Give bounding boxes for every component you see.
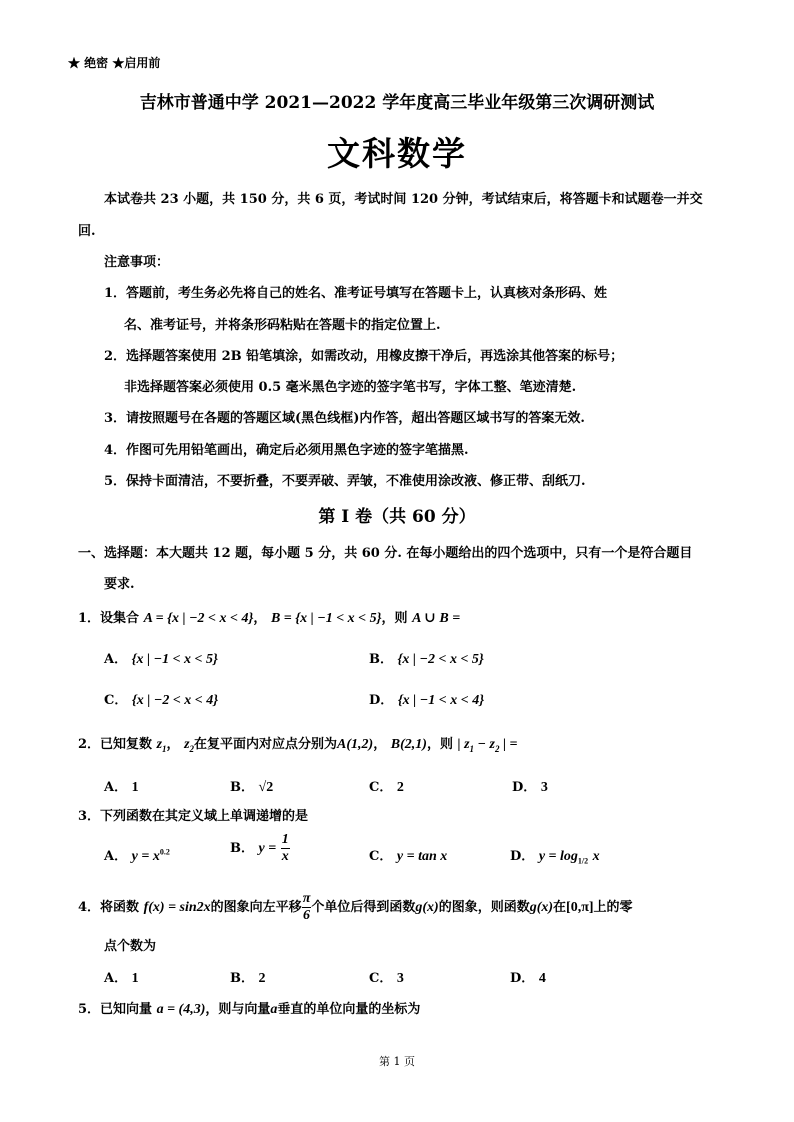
note-item: 1．答题前，考生务必先将自己的姓名、准考证号填写在答题卡上，认真核对条形码、姓	[104, 286, 608, 301]
section-title: 第 I 卷（共 60 分）	[318, 507, 476, 527]
confidential-label: ★ 绝密 ★启用前	[68, 56, 161, 70]
question-4-option-b: B． 2	[230, 971, 266, 986]
section-instruction-line-1: 一、选择题：本大题共 12 题，每小题 5 分，共 60 分. 在每小题给出的四个选项中，只有一个是符合题目	[78, 546, 693, 561]
subject-title: 文科数学	[327, 134, 467, 173]
question-3-option-a: A． $y = x^{0.2}$	[104, 847, 170, 864]
question-3-option-c: C． y = tan x	[369, 849, 448, 864]
note-item: 3．请按照题号在各题的答题区域(黑色线框)内作答，超出答题区域书写的答案无效.	[104, 411, 585, 426]
question-2-stem: 2．已知复数 $z_1$， $z_2$在复平面内对应点分别为A(1,2)， B(2,1)，则 | $z_1 - z_2$ | =	[78, 737, 518, 754]
question-4-option-d: D． 4	[510, 971, 546, 986]
question-1-option-b: B． {x | −2 < x < 5}	[369, 652, 484, 667]
question-2-option-a: A． 1	[104, 780, 139, 795]
question-2-option-c: C． 2	[369, 780, 404, 795]
note-item: 2．选择题答案使用 2B 铅笔填涂，如需改动，用橡皮擦干净后，再选涂其他答案的标号；	[104, 349, 624, 364]
intro-line-2: 回.	[78, 224, 96, 239]
question-3-stem: 3．下列函数在其定义域上单调递增的是	[78, 809, 309, 824]
question-1-option-a: A． {x | −1 < x < 5}	[104, 652, 218, 667]
question-4-option-a: A． 1	[104, 971, 139, 986]
note-item: 名、准考证号，并将条形码粘贴在答题卡的指定位置上.	[124, 318, 441, 333]
exam-title: 吉林市普通中学 2021—2022 学年度高三毕业年级第三次调研测试	[139, 93, 655, 113]
question-4-stem-line-2: 点个数为	[104, 939, 157, 954]
question-5-stem: 5．已知向量 a = (4,3)，则与向量a垂直的单位向量的坐标为	[78, 1002, 421, 1017]
question-1-stem: 1．设集合 A = {x | −2 < x < 4}， B = {x | −1 < x < 5}，则 A ∪ B =	[78, 611, 461, 626]
section-instruction-line-2: 要求.	[104, 577, 135, 592]
intro-line-1: 本试卷共 23 小题，共 150 分，共 6 页，考试时间 120 分钟，考试结束后，将答题卡和试题卷一并交	[104, 192, 703, 207]
question-4-option-c: C． 3	[369, 971, 404, 986]
note-item: 非选择题答案必须使用 0.5 毫米黑色字迹的签字笔书写，字体工整、笔迹清楚.	[124, 380, 577, 395]
notes-heading: 注意事项：	[104, 255, 170, 270]
question-3-option-b: B． y = $\frac{1}{x}$	[230, 832, 289, 864]
question-3-option-d: D． $y = \log_{1/2} x$	[510, 849, 600, 866]
question-2-option-b: B． √2	[230, 780, 274, 795]
note-item: 4．作图可先用铅笔画出，确定后必须用黑色字迹的签字笔描黑.	[104, 443, 469, 458]
question-1-option-c: C． {x | −2 < x < 4}	[104, 693, 219, 708]
question-1-option-d: D． {x | −1 < x < 4}	[369, 693, 485, 708]
question-2-option-d: D． 3	[512, 780, 548, 795]
note-item: 5．保持卡面清洁，不要折叠，不要弄破、弄皱，不准使用涂改液、修正带、刮纸刀.	[104, 474, 586, 489]
question-4-stem: 4．将函数 f(x) = sin2x的图象向左平移 $\frac{\pi}{6}$ 个单位后得到函数g(x)的图象，则函数g(x)在[0,π]上的零	[78, 891, 633, 923]
page-number: 第 1 页	[379, 1055, 415, 1068]
